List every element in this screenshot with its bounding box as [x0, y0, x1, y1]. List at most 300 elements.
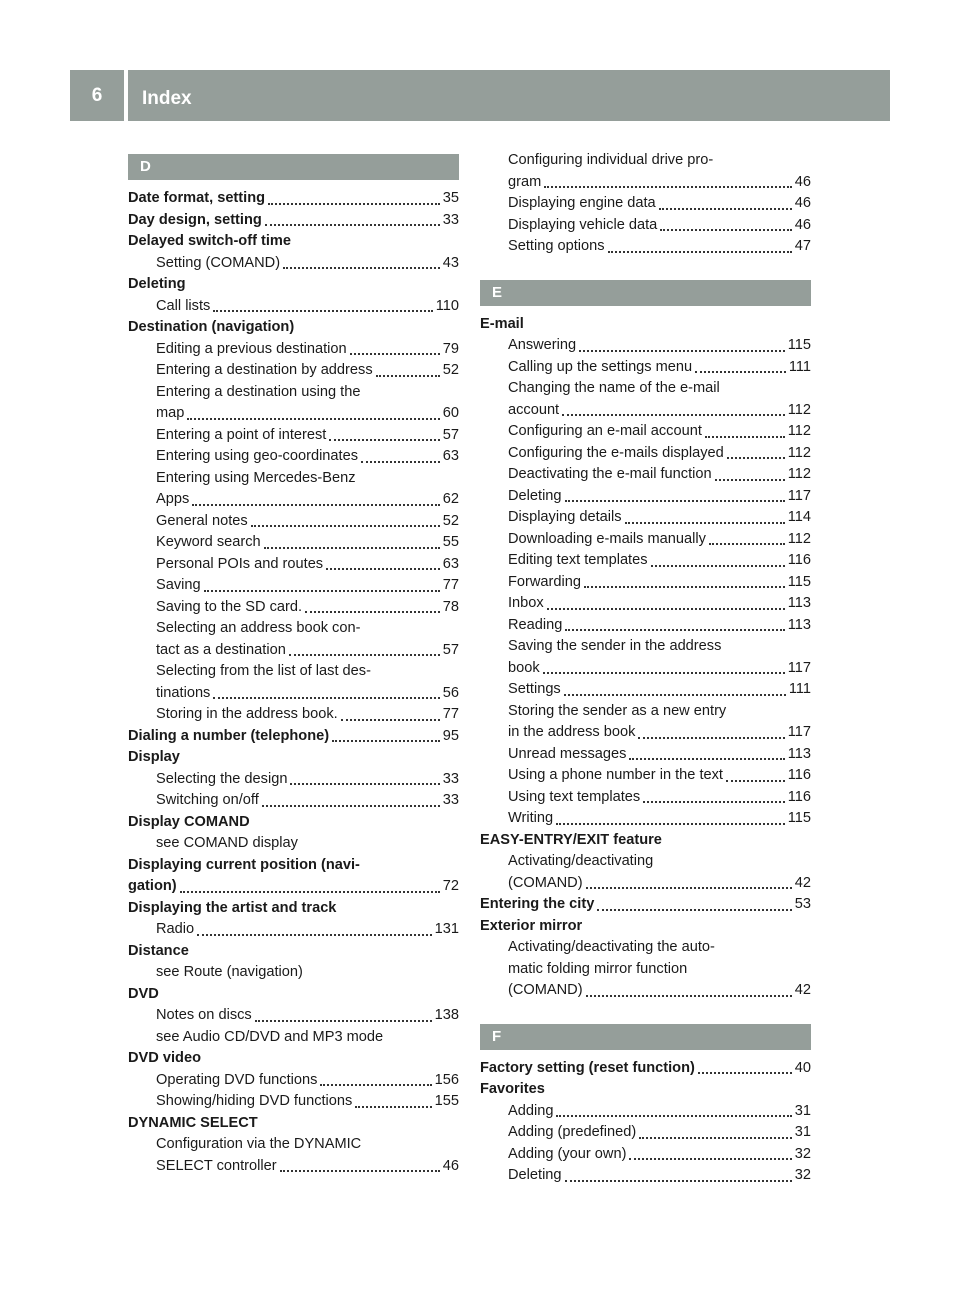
entry-text: Activating/deactivating	[508, 853, 654, 869]
dot-leader	[698, 1071, 792, 1074]
index-entry	[128, 876, 459, 898]
index-subentry	[128, 640, 459, 662]
entry-text: Dialing a number (telephone)	[128, 727, 330, 744]
page-reference: 43	[442, 254, 459, 271]
page-reference: 115	[787, 337, 811, 353]
entry-text: Keyword search	[156, 534, 261, 550]
entry-text: Entering a destination using the	[156, 383, 361, 400]
entry-text: Entering a destination by address	[156, 362, 373, 378]
index-subentry	[480, 529, 811, 551]
dot-leader	[709, 542, 785, 545]
entry-text: Distance	[128, 942, 189, 959]
index-subentry	[480, 1101, 811, 1123]
dot-leader	[586, 994, 792, 997]
page-reference: 112	[787, 401, 811, 418]
dot-leader	[579, 349, 785, 352]
index-subentry	[480, 507, 811, 529]
index-subentry	[128, 833, 459, 855]
page-reference: 55	[442, 534, 459, 550]
entry-text: Call lists	[156, 297, 211, 314]
dot-leader	[180, 890, 440, 893]
dot-leader	[564, 693, 786, 696]
dot-leader	[290, 782, 439, 785]
dot-leader	[326, 567, 440, 570]
index-subentry	[480, 873, 811, 895]
page-reference: 60	[442, 405, 459, 421]
index-subentry	[480, 959, 811, 981]
entry-text: Exterior mirror	[480, 917, 583, 934]
index-subentry	[480, 980, 811, 1002]
entry-text: Changing the name of the e-mail	[508, 380, 720, 396]
index-subentry	[128, 1134, 459, 1156]
index-subentry	[480, 572, 811, 594]
page-reference: 114	[787, 509, 811, 525]
dot-leader	[289, 653, 440, 656]
index-subentry	[128, 339, 459, 361]
entry-text: Editing a previous destination	[156, 340, 347, 357]
index-subentry	[128, 704, 459, 726]
dot-leader	[264, 546, 440, 549]
page-reference: 138	[434, 1007, 459, 1023]
dot-leader	[705, 435, 785, 438]
entry-text: Saving to the SD card.	[156, 598, 303, 615]
dot-leader	[565, 499, 785, 502]
dot-leader	[695, 370, 786, 373]
dot-leader	[659, 207, 792, 210]
entry-text: Deactivating the e-mail function	[508, 466, 712, 482]
dot-leader	[629, 1157, 791, 1160]
entry-text: Deleting	[508, 1167, 562, 1183]
entry-text: Configuring individual drive pro-	[508, 152, 714, 168]
entry-text: Configuration via the DYNAMIC	[156, 1136, 362, 1152]
dot-leader	[651, 564, 785, 567]
entry-text: Deleting	[508, 487, 562, 504]
dot-leader	[320, 1083, 431, 1086]
page-reference: 63	[442, 555, 459, 572]
dot-leader	[251, 524, 440, 527]
page-reference: 131	[434, 921, 459, 937]
index-subentry	[128, 661, 459, 683]
index-entry	[480, 1079, 811, 1101]
dot-leader	[562, 413, 785, 416]
entry-text: Entering using Mercedes-Benz	[156, 469, 356, 486]
entry-text: Inbox	[508, 595, 544, 611]
index-subentry	[128, 253, 459, 275]
dot-leader	[192, 503, 440, 506]
index-subentry	[128, 554, 459, 576]
entry-text: Writing	[508, 810, 554, 826]
entry-text: Displaying details	[508, 509, 622, 525]
dot-leader	[376, 374, 440, 377]
dot-leader	[213, 696, 439, 699]
entry-text: Adding	[508, 1102, 554, 1119]
entry-text: Configuring the e-mails displayed	[508, 444, 724, 461]
index-subentry	[128, 446, 459, 468]
page-reference: 117	[787, 487, 811, 504]
dot-leader	[283, 266, 440, 269]
index-subentry	[480, 443, 811, 465]
page-reference: 40	[794, 1059, 811, 1076]
dot-leader	[197, 933, 432, 936]
entry-text: Displaying the artist and track	[128, 899, 337, 916]
dot-leader	[643, 800, 785, 803]
page-reference: 113	[787, 616, 811, 633]
dot-leader	[255, 1019, 432, 1022]
page-reference: 77	[442, 577, 459, 593]
dot-leader	[187, 417, 439, 420]
index-subentry	[480, 357, 811, 379]
page-reference: 116	[787, 552, 811, 568]
entry-text: see Audio CD/DVD and MP3 mode	[156, 1028, 384, 1045]
dot-leader	[547, 607, 785, 610]
section-header: E	[480, 280, 811, 306]
page-reference: 33	[442, 211, 459, 228]
entry-text: Day design, setting	[128, 211, 262, 228]
index-subentry	[480, 172, 811, 194]
entry-text: DYNAMIC SELECT	[128, 1114, 258, 1131]
index-entry	[480, 916, 811, 938]
index-subentry	[128, 1156, 459, 1178]
page-reference: 32	[794, 1167, 811, 1183]
dot-leader	[584, 585, 785, 588]
index-subentry	[480, 215, 811, 237]
entry-text: Adding (predefined)	[508, 1124, 637, 1140]
index-subentry	[128, 296, 459, 318]
index-subentry	[480, 150, 811, 172]
entry-text: Saving the sender in the address	[508, 638, 722, 654]
index-subentry	[128, 360, 459, 382]
dot-leader	[361, 460, 440, 463]
index-subentry	[480, 1144, 811, 1166]
index-subentry	[128, 1091, 459, 1113]
entry-text: Entering a point of interest	[156, 426, 327, 443]
entry-text: Settings	[508, 681, 561, 697]
entry-text: Editing text templates	[508, 552, 648, 568]
index-subentry	[128, 575, 459, 597]
entry-text: Entering using geo-coordinates	[156, 448, 359, 464]
dot-leader	[638, 736, 784, 739]
entry-text: account	[508, 401, 560, 418]
index-subentry	[128, 919, 459, 941]
page-reference: 31	[794, 1102, 811, 1119]
index-entry	[480, 1058, 811, 1080]
index-subentry	[480, 615, 811, 637]
dot-leader	[329, 438, 439, 441]
section-header: F	[480, 1024, 811, 1050]
index-entry	[128, 941, 459, 963]
index-subentry	[128, 769, 459, 791]
entry-text: (COMAND)	[508, 982, 583, 998]
entry-text: tinations	[156, 684, 211, 701]
entry-text: tact as a destination	[156, 641, 286, 658]
dot-leader	[341, 718, 440, 721]
page-reference: 113	[787, 745, 811, 762]
entry-text: Displaying engine data	[508, 195, 656, 211]
dot-leader	[660, 228, 792, 231]
index-subentry	[480, 937, 811, 959]
index-subentry	[480, 851, 811, 873]
index-entry	[128, 231, 459, 253]
page-reference: 53	[794, 896, 811, 912]
entry-text: Reading	[508, 616, 563, 633]
dot-leader	[597, 908, 791, 911]
index-subentry	[128, 683, 459, 705]
dot-leader	[280, 1169, 440, 1172]
entry-text: Forwarding	[508, 573, 581, 590]
index-subentry	[128, 489, 459, 511]
dot-leader	[586, 886, 792, 889]
entry-text: Selecting an address book con-	[156, 620, 361, 636]
page-reference: 56	[442, 684, 459, 701]
dot-leader	[639, 1136, 792, 1139]
page-reference: 111	[788, 358, 811, 375]
dot-leader	[305, 610, 440, 613]
index-subentry	[480, 765, 811, 787]
page-reference: 47	[794, 238, 811, 254]
index-subentry	[128, 532, 459, 554]
page-reference: 155	[434, 1093, 459, 1109]
entry-text: Favorites	[480, 1081, 545, 1097]
entry-text: Setting options	[508, 238, 605, 254]
index-subentry	[128, 790, 459, 812]
page-reference: 112	[787, 466, 811, 482]
dot-leader	[556, 822, 785, 825]
page-reference: 112	[787, 423, 811, 439]
index-subentry	[480, 236, 811, 258]
page-reference: 52	[442, 362, 459, 378]
page-header	[70, 70, 890, 121]
page-reference: 113	[787, 595, 811, 611]
index-subentry	[128, 962, 459, 984]
index-subentry	[128, 1070, 459, 1092]
entry-text: Radio	[156, 921, 195, 937]
entry-text: (COMAND)	[508, 874, 583, 891]
dot-leader	[727, 456, 785, 459]
index-entry	[480, 830, 811, 852]
entry-text: Using a phone number in the text	[508, 767, 723, 783]
page-reference: 63	[442, 448, 459, 464]
index-subentry	[480, 464, 811, 486]
page-reference: 35	[442, 190, 459, 206]
index-entry	[128, 726, 459, 748]
page-number: 6	[91, 85, 103, 106]
entry-text: Displaying current position (navi-	[128, 856, 360, 873]
page-title: Index	[142, 88, 192, 109]
index-subentry	[480, 335, 811, 357]
index-entry	[480, 894, 811, 916]
dot-leader	[350, 352, 440, 355]
entry-text: Selecting from the list of last des-	[156, 663, 371, 679]
dot-leader	[608, 250, 792, 253]
page-reference: 42	[794, 982, 811, 998]
entry-text: Apps	[156, 491, 190, 507]
index-subentry	[480, 400, 811, 422]
entry-text: Displaying vehicle data	[508, 216, 658, 233]
entry-text: Setting (COMAND)	[156, 254, 281, 271]
page-reference: 79	[442, 340, 459, 357]
entry-text: DVD	[128, 985, 159, 1002]
index-subentry	[480, 1122, 811, 1144]
index-subentry	[480, 421, 811, 443]
page-reference: 62	[442, 491, 459, 507]
entry-text: matic folding mirror function	[508, 960, 688, 977]
page-reference: 33	[442, 792, 459, 808]
entry-text: see Route (navigation)	[156, 964, 303, 980]
section-header: D	[128, 154, 459, 180]
page-reference: 31	[794, 1124, 811, 1140]
dot-leader	[543, 671, 785, 674]
index-subentry	[480, 701, 811, 723]
page-reference: 117	[787, 659, 811, 676]
entry-text: Date format, setting	[128, 190, 266, 206]
index-subentry	[480, 744, 811, 766]
index-entry	[128, 898, 459, 920]
index-subentry	[480, 378, 811, 400]
page-reference: 77	[442, 706, 459, 722]
entry-text: Activating/deactivating the auto-	[508, 939, 715, 955]
index-entry	[480, 314, 811, 336]
index-subentry	[480, 1165, 811, 1187]
page-reference: 110	[435, 297, 459, 314]
dot-leader	[265, 223, 440, 226]
entry-text: map	[156, 405, 185, 421]
entry-text: Factory setting (reset function)	[480, 1059, 695, 1076]
page-reference: 42	[794, 874, 811, 891]
index-subentry	[480, 658, 811, 680]
entry-text: Calling up the settings menu	[508, 358, 693, 375]
index-entry	[128, 317, 459, 339]
dot-leader	[204, 589, 440, 592]
page-reference: 32	[794, 1145, 811, 1162]
entry-text: Showing/hiding DVD functions	[156, 1093, 353, 1109]
entry-text: Answering	[508, 337, 577, 353]
dot-leader	[565, 1179, 792, 1182]
page-reference: 57	[442, 641, 459, 658]
index-subentry	[128, 1027, 459, 1049]
entry-text: E-mail	[480, 315, 524, 332]
index-subentry	[480, 193, 811, 215]
index-subentry	[128, 597, 459, 619]
index-entry	[128, 1048, 459, 1070]
entry-text: Notes on discs	[156, 1007, 252, 1023]
page-reference: 116	[787, 767, 811, 783]
dot-leader	[355, 1105, 431, 1108]
entry-text: Display COMAND	[128, 813, 250, 830]
page-reference: 112	[787, 444, 811, 461]
page-reference: 72	[442, 878, 459, 894]
entry-text: gram	[508, 173, 542, 190]
page-reference: 46	[794, 195, 811, 211]
index-subentry	[480, 593, 811, 615]
index-subentry	[128, 1005, 459, 1027]
dot-leader	[726, 779, 785, 782]
dot-leader	[629, 757, 784, 760]
index-subentry	[480, 486, 811, 508]
page-reference: 52	[442, 512, 459, 529]
page-reference: 115	[787, 573, 811, 590]
entry-text: Deleting	[128, 276, 186, 292]
entry-text: Storing in the address book.	[156, 706, 338, 722]
page-reference: 95	[442, 727, 459, 744]
dot-leader	[544, 185, 792, 188]
entry-text: Display	[128, 749, 180, 765]
entry-text: Selecting the design	[156, 770, 288, 787]
entry-text: SELECT controller	[156, 1157, 277, 1174]
entry-text: Downloading e-mails manually	[508, 530, 706, 547]
index-column-left	[128, 154, 459, 1177]
index-subentry	[480, 550, 811, 572]
index-subentry	[480, 636, 811, 658]
dot-leader	[213, 309, 432, 312]
page-reference: 46	[442, 1157, 459, 1174]
index-subentry	[480, 808, 811, 830]
page-reference: 115	[787, 810, 811, 826]
index-subentry	[128, 382, 459, 404]
index-column-right	[480, 150, 811, 1187]
index-entry	[128, 812, 459, 834]
entry-text: Switching on/off	[156, 792, 259, 808]
dot-leader	[556, 1114, 791, 1117]
page-reference: 46	[794, 216, 811, 233]
entry-text: Storing the sender as a new entry	[508, 702, 727, 719]
page-reference: 57	[442, 426, 459, 443]
entry-text: Adding (your own)	[508, 1145, 627, 1162]
dot-leader	[715, 478, 785, 481]
entry-text: Delayed switch-off time	[128, 233, 291, 249]
entry-text: Entering the city	[480, 896, 595, 912]
entry-text: see COMAND display	[156, 835, 298, 851]
entry-text: EASY-ENTRY/EXIT feature	[480, 831, 662, 848]
index-entry	[128, 210, 459, 232]
index-subentry	[128, 511, 459, 533]
page-reference: 116	[787, 788, 811, 805]
index-subentry	[480, 787, 811, 809]
entry-text: Saving	[156, 577, 201, 593]
dot-leader	[268, 202, 440, 205]
dot-leader	[332, 739, 440, 742]
index-entry	[128, 188, 459, 210]
entry-text: Operating DVD functions	[156, 1071, 318, 1088]
page-reference: 156	[434, 1071, 459, 1088]
entry-text: Destination (navigation)	[128, 319, 295, 335]
header-divider	[124, 70, 128, 121]
index-entry	[128, 1113, 459, 1135]
entry-text: gation)	[128, 878, 177, 894]
index-entry	[128, 855, 459, 877]
index-subentry	[128, 618, 459, 640]
index-subentry	[128, 468, 459, 490]
entry-text: Unread messages	[508, 745, 627, 762]
index-entry	[128, 984, 459, 1006]
entry-text: book	[508, 659, 540, 676]
index-entry	[128, 274, 459, 296]
page-reference: 117	[787, 724, 811, 740]
entry-text: Configuring an e-mail account	[508, 423, 702, 439]
index-subentry	[480, 679, 811, 701]
page-reference: 46	[794, 173, 811, 190]
index-subentry	[128, 425, 459, 447]
page-reference: 111	[788, 681, 811, 697]
page-reference: 33	[442, 770, 459, 787]
page-reference: 78	[442, 598, 459, 615]
dot-leader	[625, 521, 785, 524]
index-subentry	[128, 403, 459, 425]
entry-text: Personal POIs and routes	[156, 555, 324, 572]
index-subentry	[480, 722, 811, 744]
dot-leader	[565, 628, 784, 631]
entry-text: General notes	[156, 512, 248, 529]
dot-leader	[262, 804, 440, 807]
